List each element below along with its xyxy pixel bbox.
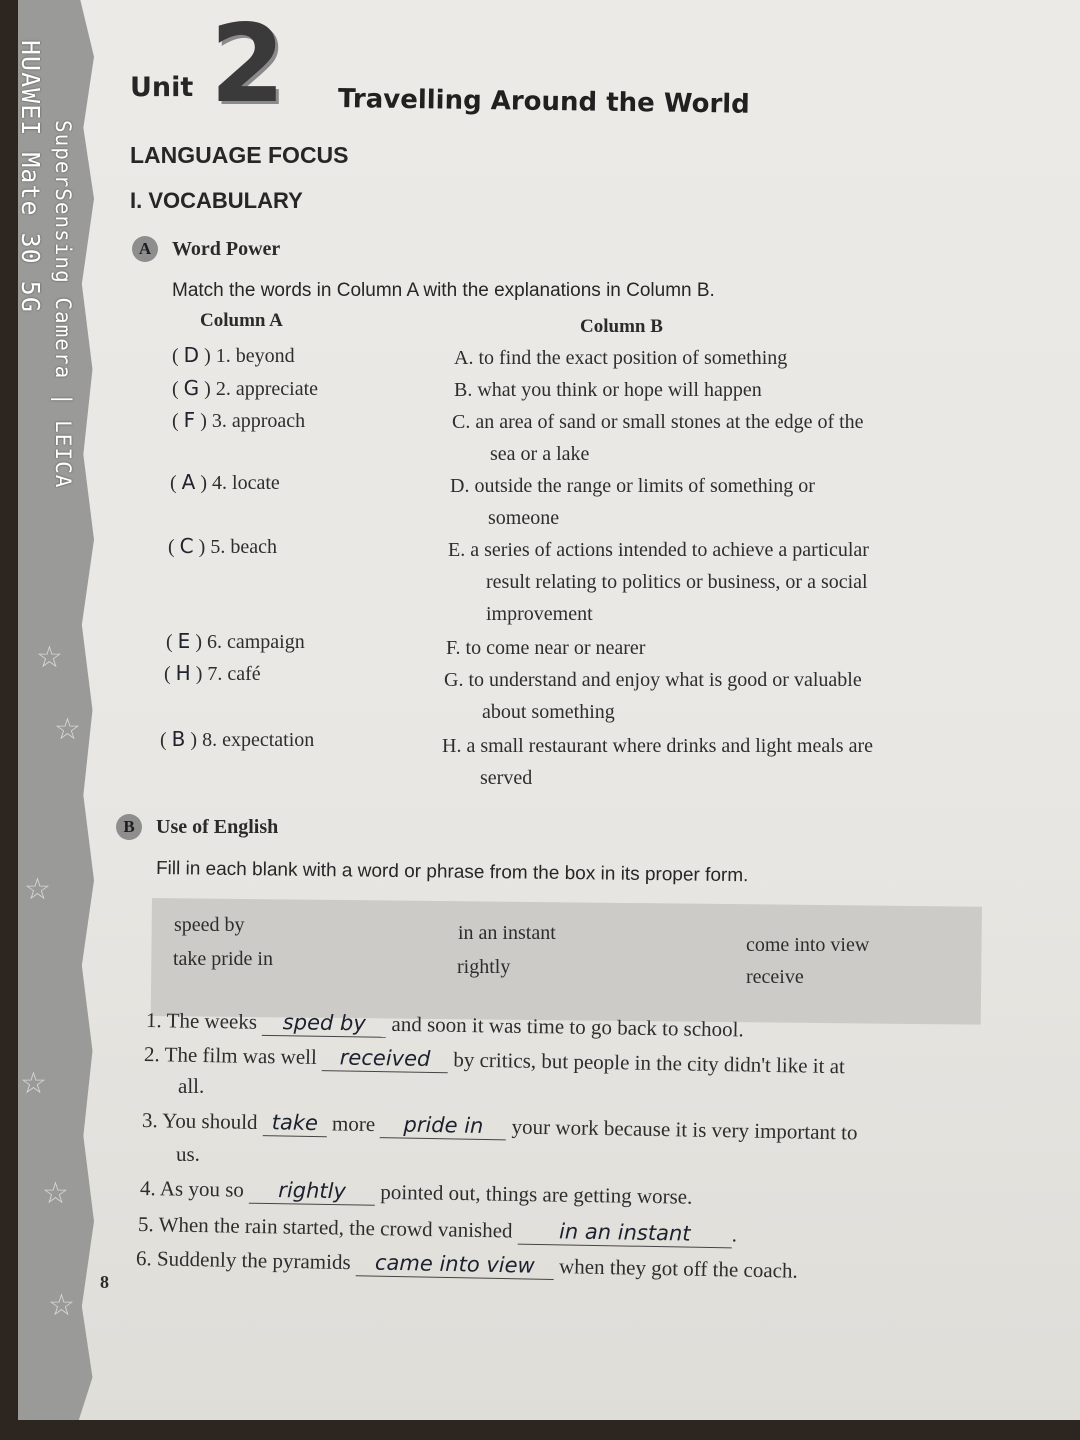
- handwritten-answer[interactable]: E: [177, 629, 191, 653]
- star-icon: ☆: [54, 712, 81, 747]
- answer-blank[interactable]: came into view: [356, 1250, 554, 1280]
- explanation-a: A. to find the exact position of something: [454, 347, 788, 369]
- part-b-badge: B: [116, 814, 142, 840]
- match-item: ( F ) 3. approach: [172, 408, 306, 432]
- match-item: ( A ) 4. locate: [170, 470, 280, 494]
- answer-blank[interactable]: received: [322, 1045, 448, 1073]
- sentence-3-continued: us.: [176, 1142, 200, 1166]
- handwritten-answer[interactable]: G: [183, 376, 200, 400]
- part-a-badge: A: [132, 236, 158, 262]
- item-number: 6.: [206, 631, 222, 653]
- answer-blank[interactable]: rightly: [249, 1178, 375, 1206]
- star-icon: ☆: [20, 1066, 47, 1101]
- sentence-3: 3. You should take more pride in your work because it is very important to: [141, 1108, 858, 1145]
- column-a-heading: Column A: [200, 310, 283, 331]
- explanation-h: H. a small restaurant where drinks and light meals are served: [442, 735, 873, 789]
- column-b-heading: Column B: [580, 316, 663, 337]
- box-word: rightly: [457, 956, 511, 978]
- box-word: take pride in: [173, 948, 273, 970]
- part-b-title: Use of English: [156, 816, 279, 838]
- item-number: 1.: [215, 345, 231, 367]
- box-word: in an instant: [458, 922, 556, 944]
- match-item: ( G ) 2. appreciate: [172, 376, 319, 400]
- unit-number: 2: [210, 2, 282, 127]
- item-word: beach: [230, 536, 277, 558]
- match-item: ( D ) 1. beyond: [172, 343, 295, 367]
- item-word: locate: [232, 472, 280, 494]
- item-word: appreciate: [235, 378, 319, 400]
- item-number: 7.: [207, 663, 223, 685]
- page-number: 8: [100, 1272, 109, 1292]
- handwritten-answer[interactable]: H: [175, 661, 191, 685]
- explanation-c: C. an area of sand or small stones at the edge of the sea or a lake: [452, 411, 864, 465]
- match-item: ( E ) 6. campaign: [166, 629, 305, 653]
- star-icon: ☆: [42, 1176, 69, 1211]
- handwritten-answer[interactable]: C: [179, 534, 194, 558]
- explanation-e: E. a series of actions intended to achieve a particular result relating to politics or business, or a social improvement: [448, 539, 869, 625]
- box-word: come into view: [746, 934, 870, 956]
- item-number: 4.: [212, 472, 228, 494]
- item-number: 2.: [215, 378, 231, 400]
- camera-watermark: HUAWEI Mate 30 5G: [16, 40, 45, 313]
- vocabulary-heading: I. VOCABULARY: [130, 188, 303, 213]
- item-word: campaign: [226, 631, 305, 653]
- sentence-2: 2. The film was well received by critics, but people in the city didn't like it at: [143, 1042, 846, 1079]
- handwritten-answer[interactable]: F: [183, 408, 196, 432]
- star-icon: ☆: [24, 872, 51, 907]
- explanation-f: F. to come near or nearer: [446, 637, 646, 659]
- star-icon: ☆: [48, 1288, 75, 1323]
- answer-blank[interactable]: sped by: [262, 1010, 386, 1038]
- explanation-d: D. outside the range or limits of something or someone: [450, 475, 815, 529]
- sentence-6: 6. Suddenly the pyramids came into view when they got off the coach.: [135, 1246, 798, 1283]
- sentence-5: 5. When the rain started, the crowd vanished in an instant .: [137, 1212, 738, 1247]
- answer-blank[interactable]: in an instant: [518, 1219, 732, 1249]
- match-item: ( H ) 7. café: [164, 661, 261, 685]
- handwritten-answer[interactable]: A: [181, 470, 196, 494]
- handwritten-answer[interactable]: B: [171, 727, 186, 751]
- item-number: 5.: [210, 536, 226, 558]
- item-number: 3.: [211, 410, 227, 432]
- match-item: ( B ) 8. expectation: [160, 727, 315, 751]
- word-box: [151, 898, 982, 1025]
- answer-blank[interactable]: pride in: [380, 1112, 506, 1140]
- item-word: beyond: [235, 345, 295, 367]
- explanation-b: B. what you think or hope will happen: [454, 379, 762, 401]
- handwritten-answer[interactable]: D: [183, 343, 200, 367]
- box-word: speed by: [174, 914, 245, 936]
- match-item: ( C ) 5. beach: [168, 534, 277, 558]
- item-word: café: [227, 663, 261, 685]
- sentence-4: 4. As you so rightly pointed out, things are getting worse.: [139, 1176, 693, 1209]
- unit-title: Travelling Around the World: [337, 84, 750, 120]
- part-a-instruction: Match the words in Column A with the explanations in Column B.: [172, 280, 715, 301]
- camera-watermark-subtitle: SuperSensing Camera | LEICA: [51, 120, 75, 489]
- item-number: 8.: [202, 729, 218, 751]
- unit-label: Unit: [130, 72, 194, 103]
- item-word: expectation: [222, 729, 315, 751]
- sentence-1: 1. The weeks sped by and soon it was time to go back to school.: [145, 1008, 744, 1042]
- explanation-g: G. to understand and enjoy what is good or valuable about something: [444, 669, 862, 723]
- star-icon: ☆: [36, 640, 63, 675]
- language-focus-heading: LANGUAGE FOCUS: [130, 142, 349, 168]
- answer-blank[interactable]: take: [263, 1110, 327, 1137]
- sentence-2-continued: all.: [178, 1074, 205, 1098]
- box-word: receive: [746, 966, 804, 988]
- part-b-instruction: Fill in each blank with a word or phrase from the box in its proper form.: [155, 858, 749, 887]
- workbook-page: [18, 0, 1080, 1420]
- item-word: approach: [231, 410, 306, 432]
- part-a-title: Word Power: [172, 238, 281, 260]
